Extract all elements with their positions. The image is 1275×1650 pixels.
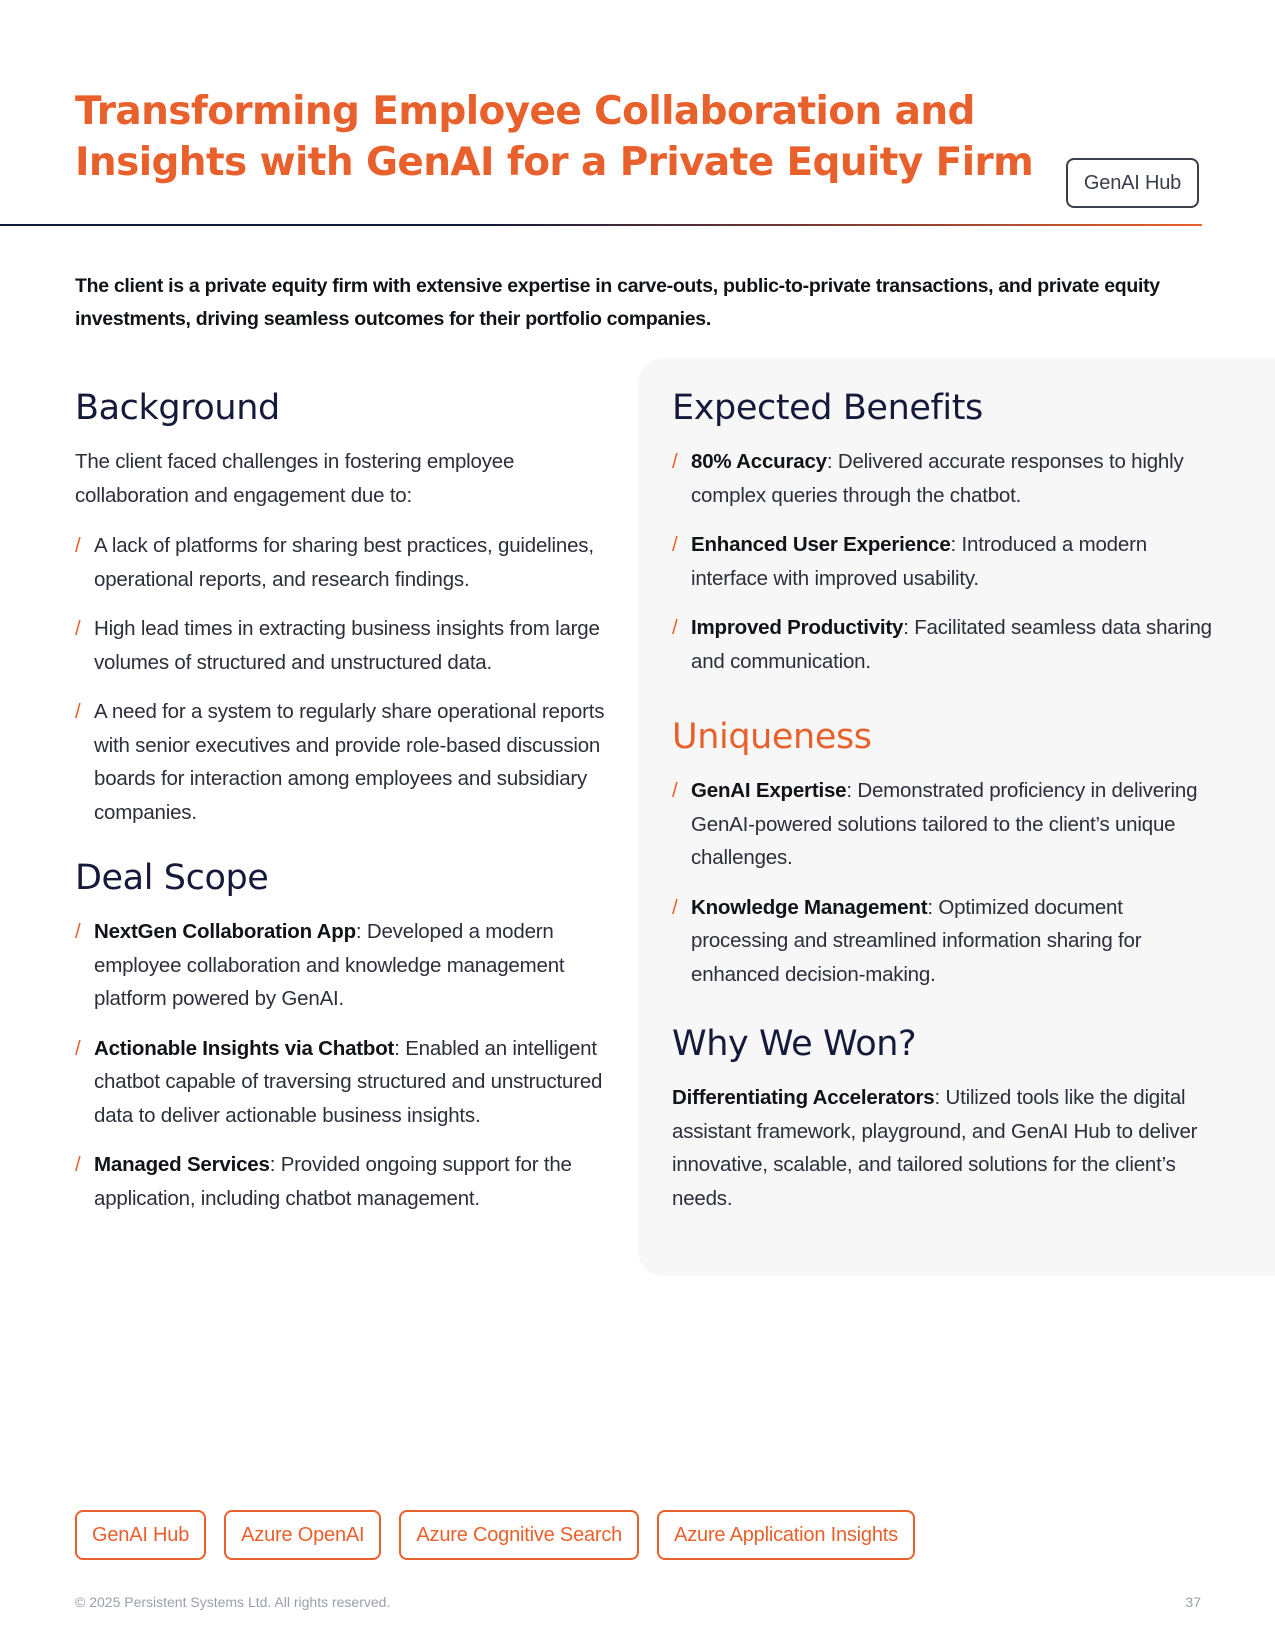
uniqueness-heading: Uniqueness (672, 717, 872, 757)
footer-copyright: © 2025 Persistent Systems Ltd. All rights reserved. (75, 1594, 391, 1610)
expected-benefits-section (672, 385, 1212, 678)
genai-hub-badge: GenAI Hub (1066, 158, 1199, 208)
left-column (75, 385, 615, 1231)
slash-bullet-icon: / (75, 617, 81, 640)
list-item: / Managed Services: Provided ongoing support for the application, including chatbot management. (75, 1148, 615, 1215)
deal-scope-section (75, 855, 615, 1215)
tag-azure-openai: Azure OpenAI (224, 1510, 381, 1560)
uniqueness-section (672, 714, 1212, 991)
list-item: / GenAI Expertise: Demonstrated proficiency in delivering GenAI-powered solutions tailored to the client’s unique challenges. (672, 774, 1212, 875)
list-item: / High lead times in extracting business insights from large volumes of structured and unstructured data. (75, 612, 615, 679)
technology-tags (75, 1510, 915, 1560)
why-we-won-heading: Why We Won? (672, 1024, 917, 1064)
list-item: / Knowledge Management: Optimized document processing and streamlined information sharing for enhanced decision-making. (672, 891, 1212, 992)
tag-azure-cognitive-search: Azure Cognitive Search (399, 1510, 639, 1560)
tag-genai-hub: GenAI Hub (75, 1510, 206, 1560)
list-item: / Actionable Insights via Chatbot: Enabled an intelligent chatbot capable of traversing structured and unstructured data to deliver actionable business insights. (75, 1032, 615, 1133)
background-text: The client faced challenges in fostering employee collaboration and engagement due to: (75, 450, 515, 507)
background-heading: Background (75, 388, 280, 428)
deal-scope-heading: Deal Scope (75, 858, 269, 898)
slash-bullet-icon: / (672, 895, 678, 919)
uniqueness-list (672, 774, 1212, 991)
title-divider (0, 224, 1202, 226)
tag-azure-application-insights: Azure Application Insights (657, 1510, 915, 1560)
slash-bullet-icon: / (75, 700, 81, 723)
why-we-won-text: Differentiating Accelerators: Utilized tools like the digital assistant framework, playground, and GenAI Hub to deliver innovative, scalable, and tailored solutions for the client’s needs. (672, 1086, 1198, 1210)
why-we-won-section (672, 1021, 1212, 1215)
list-item: / A need for a system to regularly share operational reports with senior executives and provide role-based discussion boards for interaction among employees and subsidiary companies. (75, 695, 615, 829)
expected-benefits-list (672, 445, 1212, 678)
page-title: Transforming Employee Collaboration and Insights with GenAI for a Private Equity Firm (75, 89, 1034, 185)
slash-bullet-icon: / (75, 1036, 81, 1060)
slash-bullet-icon: / (672, 450, 678, 473)
slash-bullet-icon: / (672, 616, 678, 639)
intro-paragraph: The client is a private equity firm with extensive expertise in carve-outs, public-to-private transactions, and private equity investments, driving seamless outcomes for their portfolio companies. (75, 275, 1160, 330)
list-item: / Improved Productivity: Facilitated seamless data sharing and communication. (672, 611, 1212, 678)
slash-bullet-icon: / (75, 1153, 81, 1176)
slash-bullet-icon: / (75, 534, 81, 557)
expected-benefits-heading: Expected Benefits (672, 388, 983, 428)
background-list (75, 529, 615, 829)
list-item: / Enhanced User Experience: Introduced a modern interface with improved usability. (672, 528, 1212, 595)
list-item: / A lack of platforms for sharing best practices, guidelines, operational reports, and research findings. (75, 529, 615, 596)
slash-bullet-icon: / (672, 779, 678, 802)
deal-scope-list (75, 915, 615, 1215)
slash-bullet-icon: / (672, 533, 678, 556)
slash-bullet-icon: / (75, 920, 81, 943)
page-number: 37 (1185, 1594, 1201, 1610)
list-item: / 80% Accuracy: Delivered accurate responses to highly complex queries through the chatbot. (672, 445, 1212, 512)
right-column (672, 385, 1212, 1215)
background-section (75, 385, 615, 829)
list-item: / NextGen Collaboration App: Developed a modern employee collaboration and knowledge management platform powered by GenAI. (75, 915, 615, 1016)
